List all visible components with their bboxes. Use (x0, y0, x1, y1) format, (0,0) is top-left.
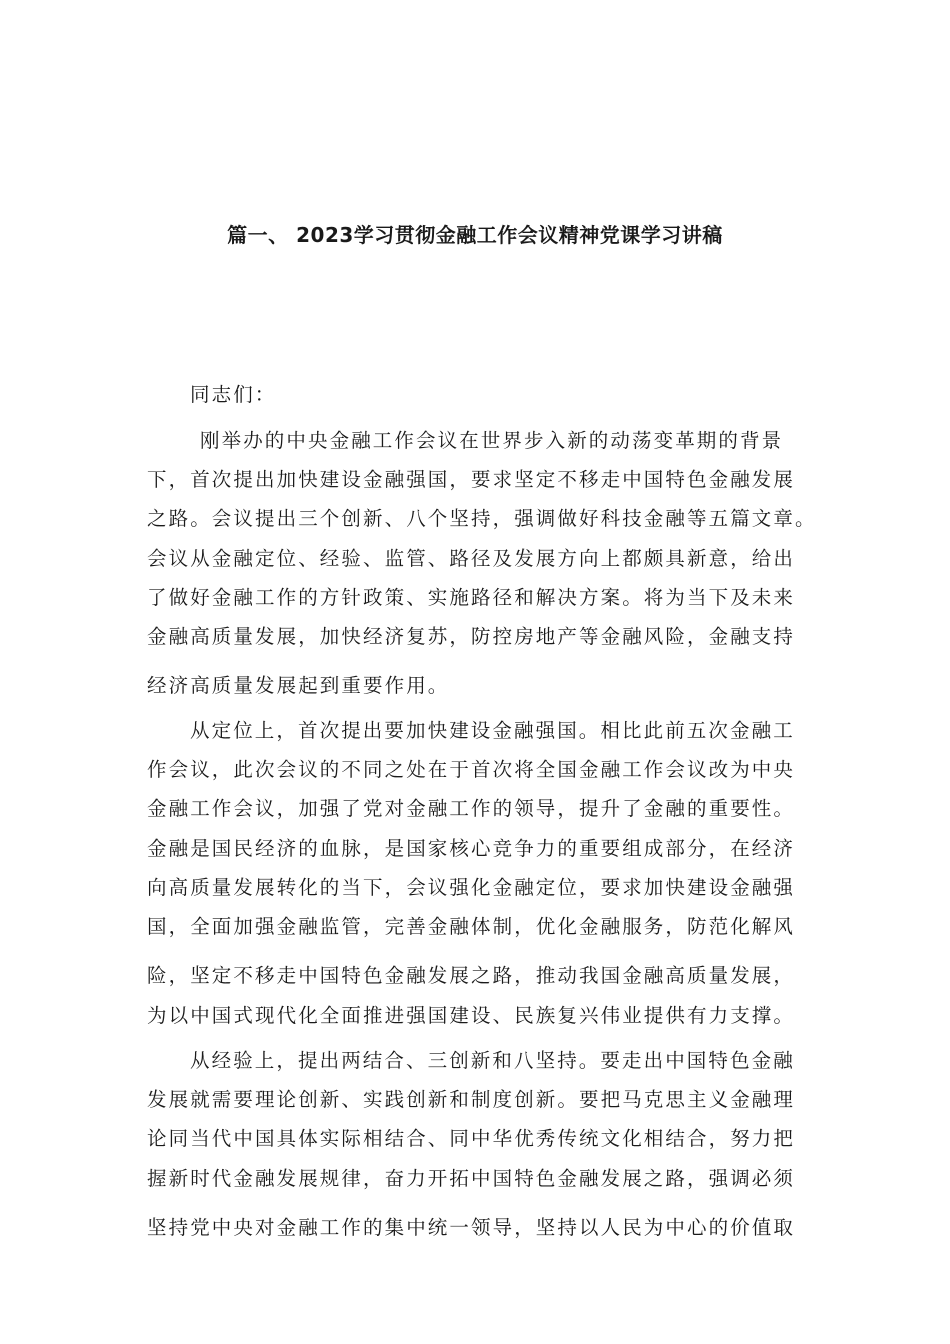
body-line: 之路。会议提出三个创新、八个坚持，强调做好科技金融等五篇文章。 (147, 507, 817, 530)
body-line: 金融工作会议，加强了党对金融工作的领导，提升了金融的重要性。 (147, 797, 796, 820)
body-line: 为以中国式现代化全面推进强国建设、民族复兴伟业提供有力支撑。 (147, 1004, 796, 1027)
body-line: 坚持党中央对金融工作的集中统一领导，坚持以人民为中心的价值取 (147, 1216, 796, 1239)
document-title: 篇一、 2023学习贯彻金融工作会议精神党课学习讲稿 (227, 223, 723, 247)
body-line: 金融是国民经济的血脉，是国家核心竞争力的重要组成部分，在经济 (147, 837, 796, 860)
body-line: 国，全面加强金融监管，完善金融体制，优化金融服务，防范化解风 (147, 915, 796, 938)
body-line: 险，坚定不移走中国特色金融发展之路，推动我国金融高质量发展， (147, 964, 796, 987)
salutation: 同志们： (190, 383, 277, 406)
body-line: 金融高质量发展，加快经济复苏，防控房地产等金融风险，金融支持 (147, 625, 796, 648)
body-line: 经济高质量发展起到重要作用。 (147, 674, 450, 697)
body-line: 发展就需要理论创新、实践创新和制度创新。要把马克思主义金融理 (147, 1088, 796, 1111)
body-line: 会议从金融定位、经验、监管、路径及发展方向上都颇具新意，给出 (147, 547, 796, 570)
body-line: 了做好金融工作的方针政策、实施路径和解决方案。将为当下及未来 (147, 586, 796, 609)
body-line: 下，首次提出加快建设金融强国，要求坚定不移走中国特色金融发展 (147, 468, 796, 491)
body-line: 握新时代金融发展规律，奋力开拓中国特色金融发展之路，强调必须 (147, 1167, 796, 1190)
body-line: 向高质量发展转化的当下，会议强化金融定位，要求加快建设金融强 (147, 876, 796, 899)
body-line: 从经验上，提出两结合、三创新和八坚持。要走出中国特色金融 (190, 1049, 795, 1072)
body-line: 刚举办的中央金融工作会议在世界步入新的动荡变革期的背景 (200, 429, 784, 452)
body-line: 作会议，此次会议的不同之处在于首次将全国金融工作会议改为中央 (147, 758, 796, 781)
body-line: 从定位上，首次提出要加快建设金融强国。相比此前五次金融工 (190, 719, 795, 742)
body-line: 论同当代中国具体实际相结合、同中华优秀传统文化相结合，努力把 (147, 1127, 796, 1150)
